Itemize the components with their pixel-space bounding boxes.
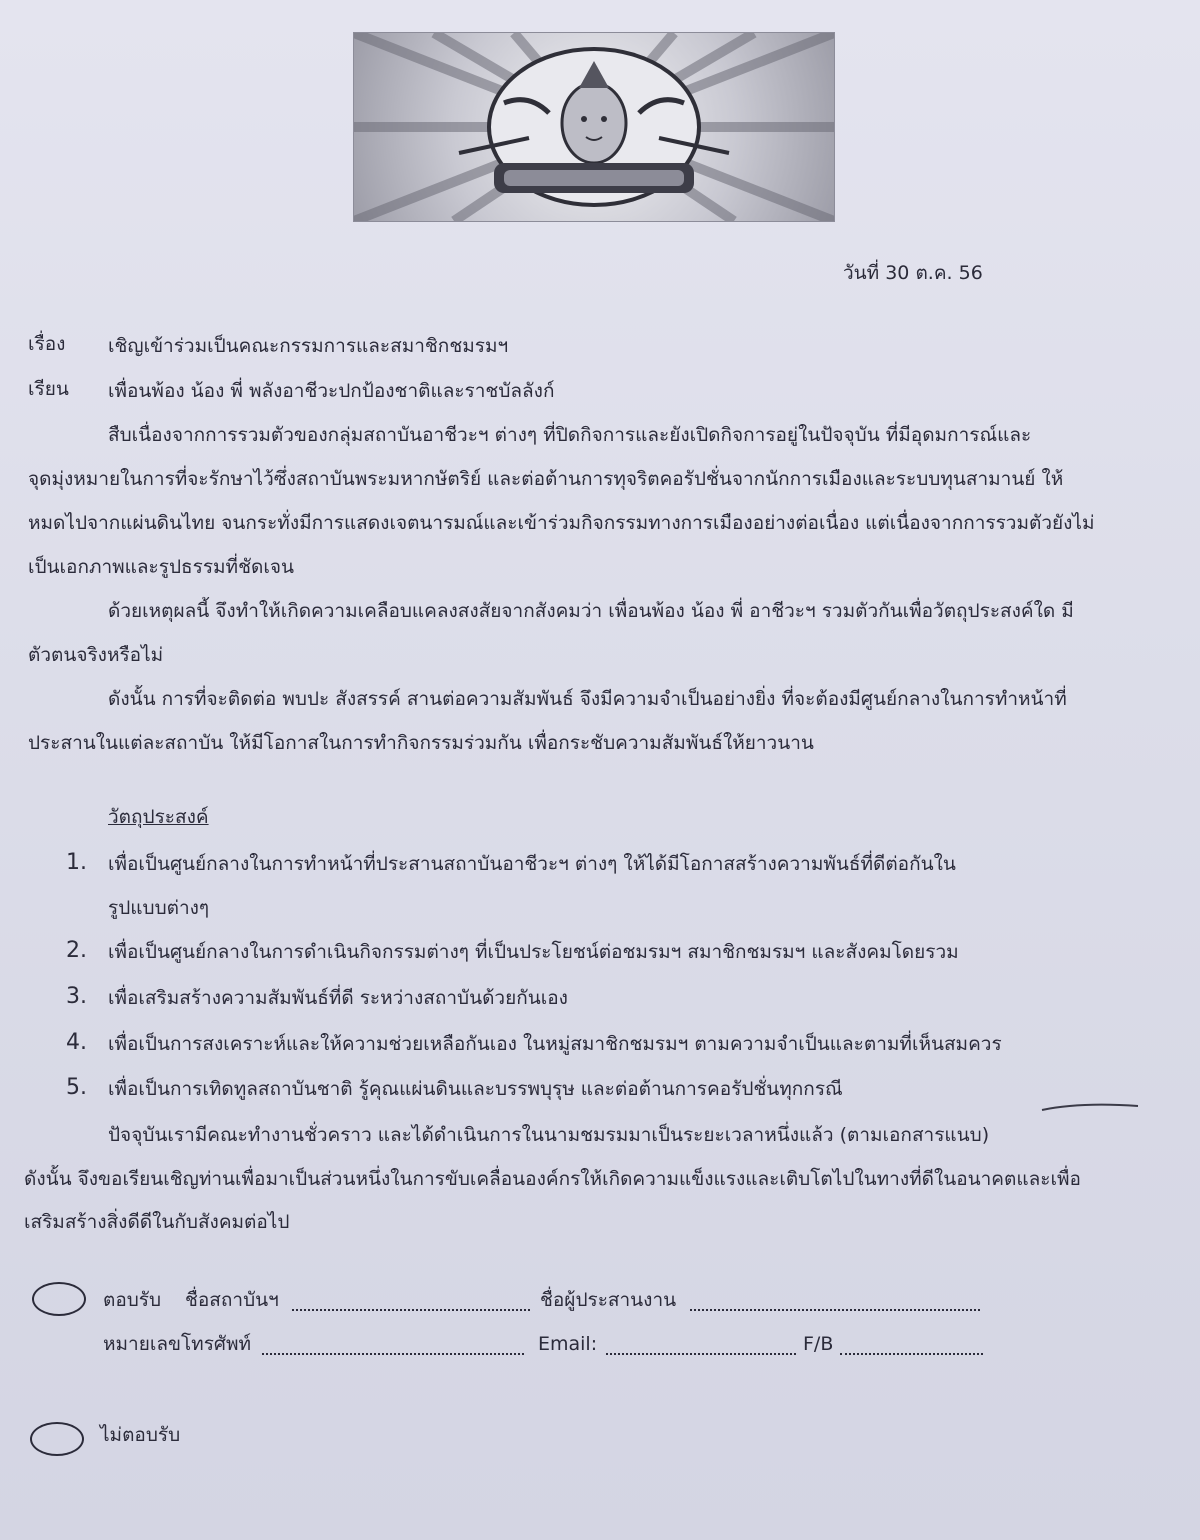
objective-number: 4.: [66, 1030, 87, 1055]
objective-4-text: เพื่อเป็นการสงเคราะห์และให้ความช่วยเหลือกันเอง ในหมู่สมาชิกชมรมฯ ตามความจำเป็นและตามที่เห็นสมควร: [108, 1033, 1002, 1055]
paragraph-4-line-2: ดังนั้น จึงขอเรียนเชิญท่านเพื่อมาเป็นส่วนหนึ่งในการขับเคลื่อนองค์กรให้เกิดความแข็งแรงและเติบโตไปในทางที่ดีในอนาคตและเพื่อ: [24, 1168, 1081, 1190]
phone-label: หมายเลขโทรศัพท์: [103, 1333, 252, 1355]
subject-label: เรื่อง: [28, 333, 66, 355]
decline-label: ไม่ตอบรับ: [100, 1424, 181, 1446]
paragraph-1-line-4: เป็นเอกภาพและรูปธรรมที่ชัดเจน: [28, 556, 294, 578]
objective-number: 2.: [66, 938, 87, 963]
letter-date: วันที่ 30 ต.ค. 56: [843, 262, 983, 284]
objective-number: 5.: [66, 1075, 87, 1100]
emblem-icon: [354, 33, 834, 221]
objective-number: 1.: [66, 850, 87, 875]
paragraph-1-line-3: หมดไปจากแผ่นดินไทย จนกระทั่งมีการแสดงเจตนารมณ์และเข้าร่วมกิจกรรมทางการเมืองอย่างต่อเนื่อง แต่เนื่องจากการรวมตัวยังไม่: [28, 512, 1095, 534]
paragraph-4-line-3: เสริมสร้างสิ่งดีดีในกับสังคมต่อไป: [24, 1211, 290, 1233]
paragraph-3-line-1: ดังนั้น การที่จะติดต่อ พบปะ สังสรรค์ สานต่อความสัมพันธ์ จึงมีความจำเป็นอย่างยิ่ง ที่จะต้องมีศูนย์กลางในการทำหน้าที่: [108, 688, 1067, 710]
pen-mark-icon: [1040, 1100, 1140, 1114]
objective-1-line-2: รูปแบบต่างๆ: [108, 897, 210, 919]
subject-text: เชิญเข้าร่วมเป็นคณะกรรมการและสมาชิกชมรมฯ: [108, 335, 509, 357]
paragraph-1-line-1: สืบเนื่องจากการรวมตัวของกลุ่มสถาบันอาชีวะฯ ต่างๆ ที่ปิดกิจการและยังเปิดกิจการอยู่ในปัจจุบัน ที่มีอุดมการณ์และ: [108, 424, 1032, 446]
accept-radio[interactable]: [32, 1282, 86, 1316]
recipient-label: เรียน: [28, 378, 69, 400]
header-logo: [353, 32, 835, 222]
email-field[interactable]: [606, 1339, 796, 1355]
institution-label: ชื่อสถาบันฯ: [185, 1289, 279, 1311]
paragraph-4-line-1: ปัจจุบันเรามีคณะทำงานชั่วคราว และได้ดำเนินการในนามชมรมมาเป็นระยะเวลาหนึ่งแล้ว (ตามเอกสารแนบ): [108, 1124, 990, 1146]
accept-label: ตอบรับ: [103, 1289, 162, 1311]
recipient-text: เพื่อนพ้อง น้อง พี่ พลังอาชีวะปกป้องชาติและราชบัลลังก์: [108, 380, 555, 402]
paragraph-1-line-2: จุดมุ่งหมายในการที่จะรักษาไว้ซึ่งสถาบันพระมหากษัตริย์ และต่อต้านการทุจริตคอรัปชั่นจากนักการเมืองและระบบทุนสามานย์ ให้: [28, 468, 1064, 490]
fb-field[interactable]: [840, 1339, 983, 1355]
objective-3-text: เพื่อเสริมสร้างความสัมพันธ์ที่ดี ระหว่างสถาบันด้วยกันเอง: [108, 987, 568, 1009]
objective-number: 3.: [66, 984, 87, 1009]
objective-2-text: เพื่อเป็นศูนย์กลางในการดำเนินกิจกรรมต่างๆ ที่เป็นประโยชน์ต่อชมรมฯ สมาชิกชมรมฯ และสังคมโดยรวม: [108, 941, 959, 963]
coordinator-field[interactable]: [690, 1295, 980, 1311]
paragraph-2-line-1: ด้วยเหตุผลนี้ จึงทำให้เกิดความเคลือบแคลงสงสัยจากสังคมว่า เพื่อนพ้อง น้อง พี่ อาชีวะฯ รวมตัวกันเพื่อวัตถุประสงค์ใด มี: [108, 600, 1074, 622]
objectives-heading: วัตถุประสงค์: [108, 806, 209, 828]
objective-5-text: เพื่อเป็นการเทิดทูลสถาบันชาติ รู้คุณแผ่นดินและบรรพบุรุษ และต่อต้านการคอรัปชั่นทุกกรณี: [108, 1078, 843, 1100]
institution-field[interactable]: [292, 1295, 530, 1311]
phone-field[interactable]: [262, 1339, 524, 1355]
coordinator-label: ชื่อผู้ประสานงาน: [540, 1289, 677, 1311]
email-label: Email:: [538, 1333, 598, 1355]
fb-label: F/B: [803, 1333, 834, 1355]
decline-radio[interactable]: [30, 1422, 84, 1456]
paragraph-3-line-2: ประสานในแต่ละสถาบัน ให้มีโอกาสในการทำกิจกรรมร่วมกัน เพื่อกระชับความสัมพันธ์ให้ยาวนาน: [28, 732, 814, 754]
objective-1-line-1: เพื่อเป็นศูนย์กลางในการทำหน้าที่ประสานสถาบันอาชีวะฯ ต่างๆ ให้ได้มีโอกาสสร้างความพันธ์ที่ดีต่อกันใน: [108, 853, 956, 875]
paragraph-2-line-2: ตัวตนจริงหรือไม่: [28, 644, 164, 666]
